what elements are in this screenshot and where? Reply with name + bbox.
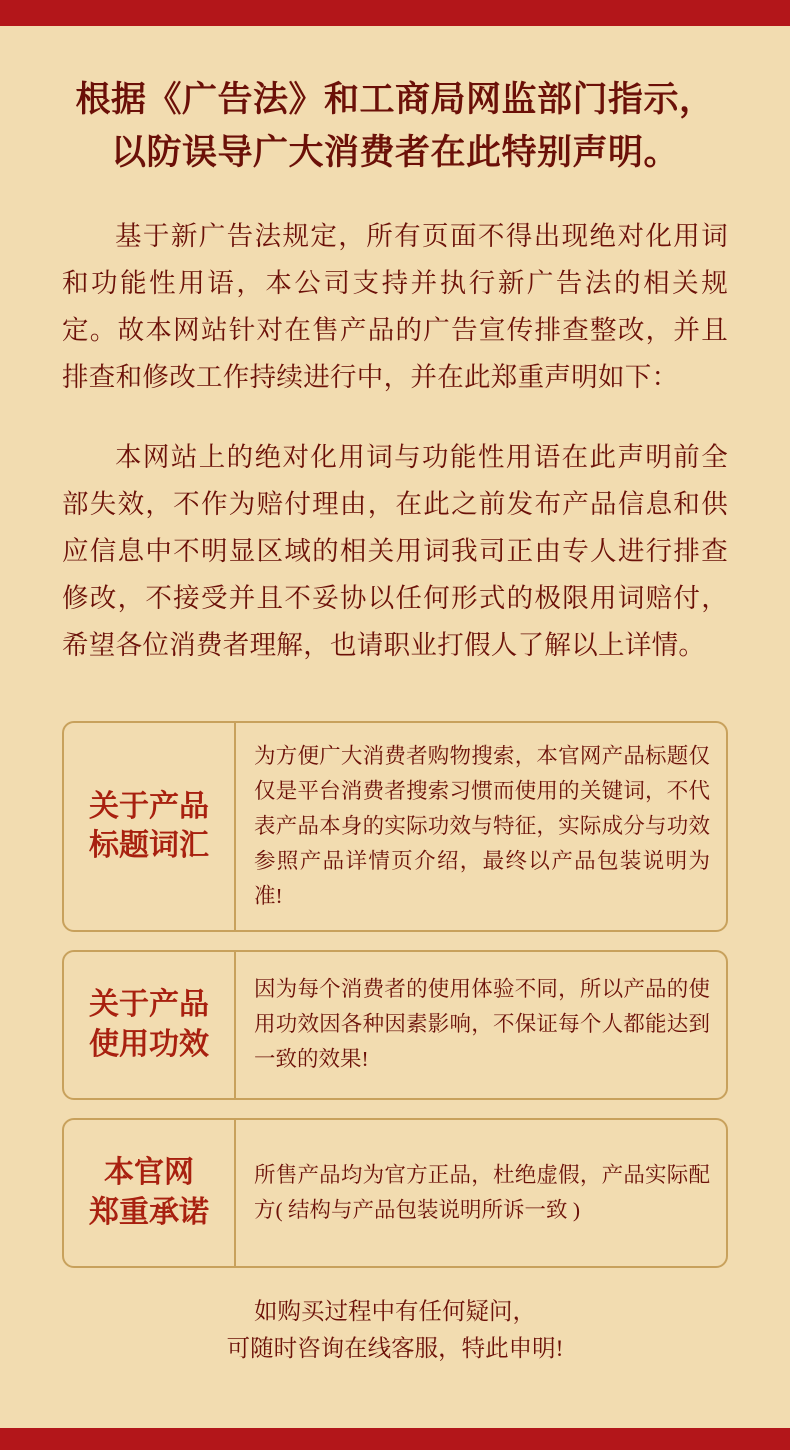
- statement-card: [62, 1118, 728, 1268]
- announcement-sheet: [0, 26, 790, 1428]
- footer-note-line-2: 可随时咨询在线客服，特此申明!: [226, 1336, 564, 1363]
- page-title-line-1: 根据《广告法》和工商局网监部门指示，: [75, 80, 715, 119]
- footer-note: [62, 1294, 728, 1369]
- statement-card-title-line-1: 关于产品: [89, 987, 209, 1021]
- statement-card-body: 因为每个消费者的使用体验不同，所以产品的使用功效因各种因素影响，不保证每个人都能达到一致的效果!: [254, 977, 710, 1071]
- statement-card-title-line-2: 使用功效: [89, 1027, 209, 1061]
- intro-paragraph-2: 本网站上的绝对化用词与功能性用语在此声明前全部失效，不作为赔付理由，在此之前发布产品信息和供应信息中不明显区域的相关用词我司正由专人进行排查修改，不接受并且不妥协以任何形式的极限用词赔付，希望各位消费者理解，也请职业打假人了解以上详情。: [62, 441, 728, 661]
- statement-card-title-line-2: 标题词汇: [89, 829, 209, 863]
- intro-paragraph-1: 基于新广告法规定，所有页面不得出现绝对化用词和功能性用语，本公司支持并执行新广告法的相关规定。故本网站针对在售产品的广告宣传排查整改，并且排查和修改工作持续进行中，并在此郑重声明如下：: [62, 221, 728, 393]
- top-red-band: [0, 0, 790, 26]
- statement-card-title: [64, 952, 236, 1098]
- statement-card: [62, 721, 728, 931]
- page-title-line-2: 以防误导广大消费者在此特别声明。: [110, 132, 679, 172]
- page-title: [62, 26, 728, 179]
- statement-card-title-line-2: 郑重承诺: [89, 1195, 209, 1229]
- statement-card-body: 为方便广大消费者购物搜索，本官网产品标题仅仅是平台消费者搜索习惯而使用的关键词，不代表产品本身的实际功效与特征，实际成分与功效参照产品详情页介绍，最终以产品包装说明为准!: [254, 744, 710, 908]
- statement-card-title: [64, 1120, 236, 1266]
- statement-card-title: [64, 723, 236, 929]
- statement-card: [62, 950, 728, 1100]
- statement-card-list: [62, 721, 728, 1267]
- footer-note-line-1: 如购买过程中有任何疑问，: [254, 1298, 536, 1325]
- statement-card-body: 所售产品均为官方正品，杜绝虚假，产品实际配方( 结构与产品包装说明所诉一致 ): [254, 1162, 710, 1222]
- bottom-red-band: [0, 1428, 790, 1450]
- statement-card-title-line-1: 本官网: [104, 1155, 194, 1189]
- statement-card-title-line-1: 关于产品: [89, 789, 209, 823]
